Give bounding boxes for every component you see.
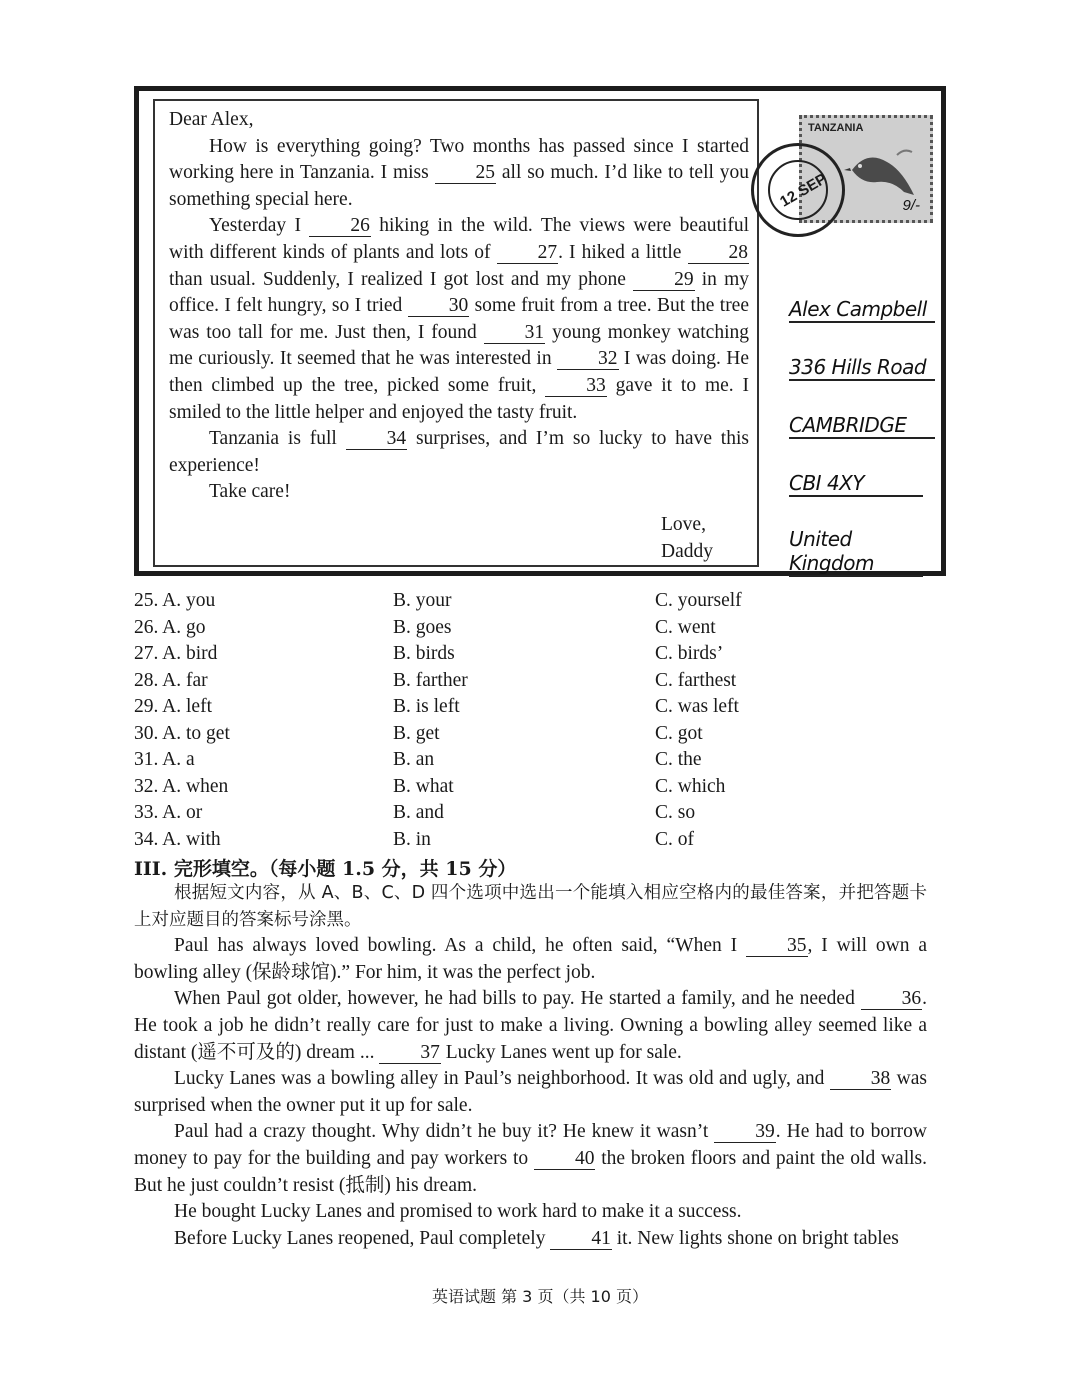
- option-a: 25. A. you: [134, 590, 216, 611]
- instructions: 根据短文内容，从 A、B、C、D 四个选项中选出一个能填入相应空格内的最佳答案，并把答题卡上对应题目的答案标号涂黑。: [134, 883, 927, 930]
- stamp-country: TANZANIA: [808, 122, 864, 134]
- text-run: . He had to borrow money to pay for the building and pay workers to: [134, 1121, 927, 1169]
- blank-29: 29: [633, 270, 695, 291]
- page-footer: 英语试题 第 3 页（共 10 页）: [432, 1287, 648, 1306]
- passage-paragraph-3: [134, 1066, 927, 1119]
- option-b: B. and: [393, 802, 444, 823]
- blank-38: 38: [830, 1069, 892, 1090]
- option-a: 33. A. or: [134, 802, 203, 823]
- section-title: III. 完形填空。（每小题 1.5 分，共 15 分）: [134, 858, 517, 880]
- letter-body: [169, 107, 749, 506]
- blank-36: 36: [861, 989, 923, 1010]
- postmark: [751, 143, 845, 237]
- option-b: B. in: [393, 828, 431, 850]
- cloze-passage: [134, 880, 927, 1252]
- option-a: 26. A. go: [134, 616, 206, 638]
- text-run: How is everything going? Two months has passed since I started working here in Tanzania. I miss: [169, 135, 749, 184]
- blank-25: 25: [435, 163, 497, 184]
- text-run: Tanzania is full: [209, 428, 346, 450]
- option-b: B. birds: [393, 643, 455, 664]
- letter-paragraph-1: [169, 134, 749, 214]
- option-c: C. so: [655, 802, 696, 823]
- text-run: surprises, and I’m so lucky to have this experience!: [169, 428, 749, 476]
- passage-paragraph-1: [134, 933, 927, 986]
- option-b: B. goes: [393, 616, 452, 638]
- blank-40: 40: [534, 1149, 596, 1170]
- option-c: C. birds’: [655, 643, 724, 664]
- letter-paragraph-3: [169, 426, 749, 479]
- option-a: 31. A. a: [134, 749, 195, 770]
- text-run: in my office. I felt hungry, so I tried: [169, 268, 749, 317]
- text-run: some fruit from a tree. But the tree was too tall for me. Just then, I found: [169, 295, 749, 343]
- text-run: Yesterday I: [209, 215, 310, 237]
- text-run: hiking in the wild. The views were beautiful with different kinds of plants and lots of: [169, 215, 749, 263]
- blank-30: 30: [408, 296, 470, 317]
- address-line-5: United Kingdom: [789, 527, 923, 577]
- blank-28: 28: [688, 243, 750, 264]
- option-c: C. was left: [655, 696, 739, 717]
- love-text: Love,: [661, 514, 706, 535]
- option-c: C. got: [655, 722, 703, 744]
- address-line-3: CAMBRIDGE: [789, 413, 935, 439]
- option-c: C. went: [655, 616, 716, 638]
- blank-27: 27: [497, 243, 559, 264]
- blank-31: 31: [484, 323, 546, 344]
- text-run: . He took a job he didn’t really care for just to make a living. Owning a bowling alley seemed like a distant (遥不可及的) dream ...: [134, 988, 927, 1063]
- greeting: Dear Alex,: [169, 109, 254, 130]
- text-run: Before Lucky Lanes reopened, Paul completely: [174, 1227, 551, 1249]
- signature-block: [661, 512, 713, 565]
- text-run: Lucky Lanes was a bowling alley in Paul’s neighborhood. It was old and ugly, and: [174, 1068, 830, 1090]
- signature: Daddy: [661, 540, 713, 562]
- text-run: young monkey watching me curiously. It seemed that he was interested in: [169, 321, 749, 370]
- text-run: Lucky Lanes went up for sale.: [440, 1041, 682, 1063]
- blank-33: 33: [545, 376, 607, 397]
- option-a: 30. A. to get: [134, 722, 230, 744]
- option-b: B. farther: [393, 669, 468, 691]
- text-run: When Paul got older, however, he had bills to pay. He started a family, and he needed: [174, 988, 861, 1010]
- text-run: . I hiked a little: [558, 241, 688, 263]
- postmark-date: 12 SEP: [777, 170, 830, 211]
- text-run: was surprised when the owner put it up for sale.: [134, 1068, 927, 1116]
- option-a: 29. A. left: [134, 696, 212, 717]
- stamp-value: 9/-: [902, 197, 920, 214]
- passage-paragraph-2: [134, 986, 927, 1066]
- text-run: the broken floors and paint the old walls. But he just couldn’t resist (抵制) his dream.: [134, 1147, 928, 1196]
- blank-34: 34: [346, 429, 408, 450]
- option-a: 28. A. far: [134, 669, 208, 691]
- text-run: gave it to me. I smiled to the little helper and enjoyed the tasty fruit.: [169, 374, 749, 423]
- option-b: B. your: [393, 590, 452, 611]
- option-a: 32. A. when: [134, 775, 229, 797]
- address-line-2: 336 Hills Road: [789, 355, 935, 381]
- postcard: [134, 86, 946, 576]
- passage-paragraph-4: [134, 1119, 927, 1199]
- passage-paragraph-6: [134, 1226, 927, 1253]
- text-run: it. New lights shone on bright tables: [611, 1227, 899, 1249]
- passage-paragraph-5: He bought Lucky Lanes and promised to work hard to make it a success.: [174, 1201, 742, 1223]
- letter-paragraph-2: [169, 213, 749, 426]
- blank-32: 32: [557, 349, 619, 370]
- option-a: 34. A. with: [134, 828, 221, 850]
- closing: Take care!: [209, 481, 291, 503]
- blank-26: 26: [309, 216, 371, 237]
- option-c: C. yourself: [655, 590, 742, 611]
- option-c: C. the: [655, 749, 702, 770]
- option-b: B. what: [393, 775, 454, 797]
- option-c: C. which: [655, 775, 726, 797]
- option-b: B. an: [393, 749, 435, 770]
- option-a: 27. A. bird: [134, 643, 218, 664]
- text-run: Paul had a crazy thought. Why didn’t he buy it? He knew it wasn’t: [174, 1121, 715, 1143]
- text-run: Paul has always loved bowling. As a child, he often said, “When I: [174, 935, 747, 957]
- text-run: , I will own a bowling alley (保龄球馆).” For him, it was the perfect job.: [134, 935, 927, 983]
- address-line-1: Alex Campbell: [789, 297, 935, 323]
- blank-37: 37: [379, 1043, 441, 1064]
- option-b: B. is left: [393, 696, 460, 717]
- address-line-4: CBI 4XY: [789, 471, 923, 497]
- blank-39: 39: [714, 1122, 776, 1143]
- text-run: than usual. Suddenly, I realized I got lost and my phone: [169, 268, 634, 290]
- blank-35: 35: [746, 936, 808, 957]
- text-run: I was doing. He then climbed up the tree, picked some fruit,: [169, 348, 749, 396]
- blank-41: 41: [550, 1229, 612, 1250]
- option-c: C. of: [655, 828, 694, 850]
- option-b: B. get: [393, 722, 440, 744]
- text-run: all so much. I’d like to tell you something special here.: [169, 162, 749, 210]
- option-c: C. farthest: [655, 669, 737, 691]
